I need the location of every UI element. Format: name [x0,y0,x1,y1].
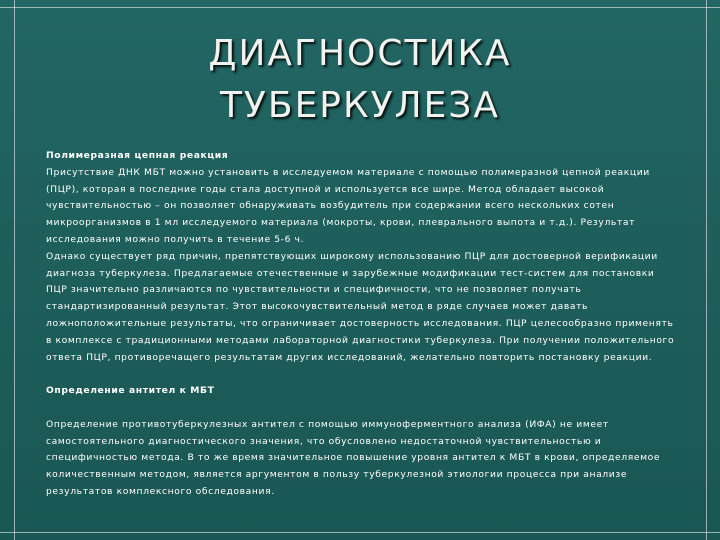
antibodies-paragraph-1: Определение противотуберкулезных антител с помощью иммуноферментного анализа (ИФА) не имеет самостоятельного диагностического значения, что обусловлено недостаточной чувствительностью и специфичностью метода. В то же время значительное повышение уровня антител к МБТ в крови, определяемое количественным методом, является аргументом в пользу туберкулезной этиологии процесса при анализе результатов комплексного обследования. [46,418,661,497]
pcr-paragraph-1: Присутствие ДНК МБТ можно установить в исследуемом материале с помощью полимеразной цепной реакции (ПЦР), которая в последние годы стала доступной и используется все шире. Метод обладает высокой чувствительностью – он позволяет обнаруживать возбудитель при содержании всего нескольких сотен микроорганизмов в 1 мл исследуемого материала (мокроты, крови, плеврального выпота и т.д.). Результат исследования можно получить в течение 5-6 ч. [46,166,650,245]
slide-content [46,148,676,501]
section-heading-pcr: Полимеразная цепная реакция [46,150,229,161]
frame-line-top [0,7,720,8]
slide-title-line-1: ДИАГНОСТИКА [208,33,512,74]
section-spacer [46,400,676,417]
section-heading-antibodies: Определение антител к МБТ [46,385,215,397]
frame-line-bottom [0,532,720,533]
slide-title-line-2: ТУБЕРКУЛЕЗА [219,85,501,126]
frame-line-left [14,0,15,540]
section-spacer [46,366,676,383]
pcr-paragraph-2: Однако существует ряд причин, препятствующих широкому использованию ПЦР для достоверной верификации диагноза туберкулеза. Предлагаемые отечественные и зарубежные модификации тест-систем для постановки ПЦР значительно различаются по чувствительности и специфичности, что не позволяет получать стандартизированный результат. Этот высокочувствительный метод в ряде случаев может давать ложноположительные результаты, что ограничивает достоверность исследования. ПЦР целесообразно применять в комплексе с традиционными методами лабораторной диагностики туберкулеза. При получении положительного ответа ПЦР, противоречащего результатам других исследований, желательно повторить постановку реакции. [46,250,675,363]
frame-line-right [706,0,707,540]
slide-title [60,28,660,132]
